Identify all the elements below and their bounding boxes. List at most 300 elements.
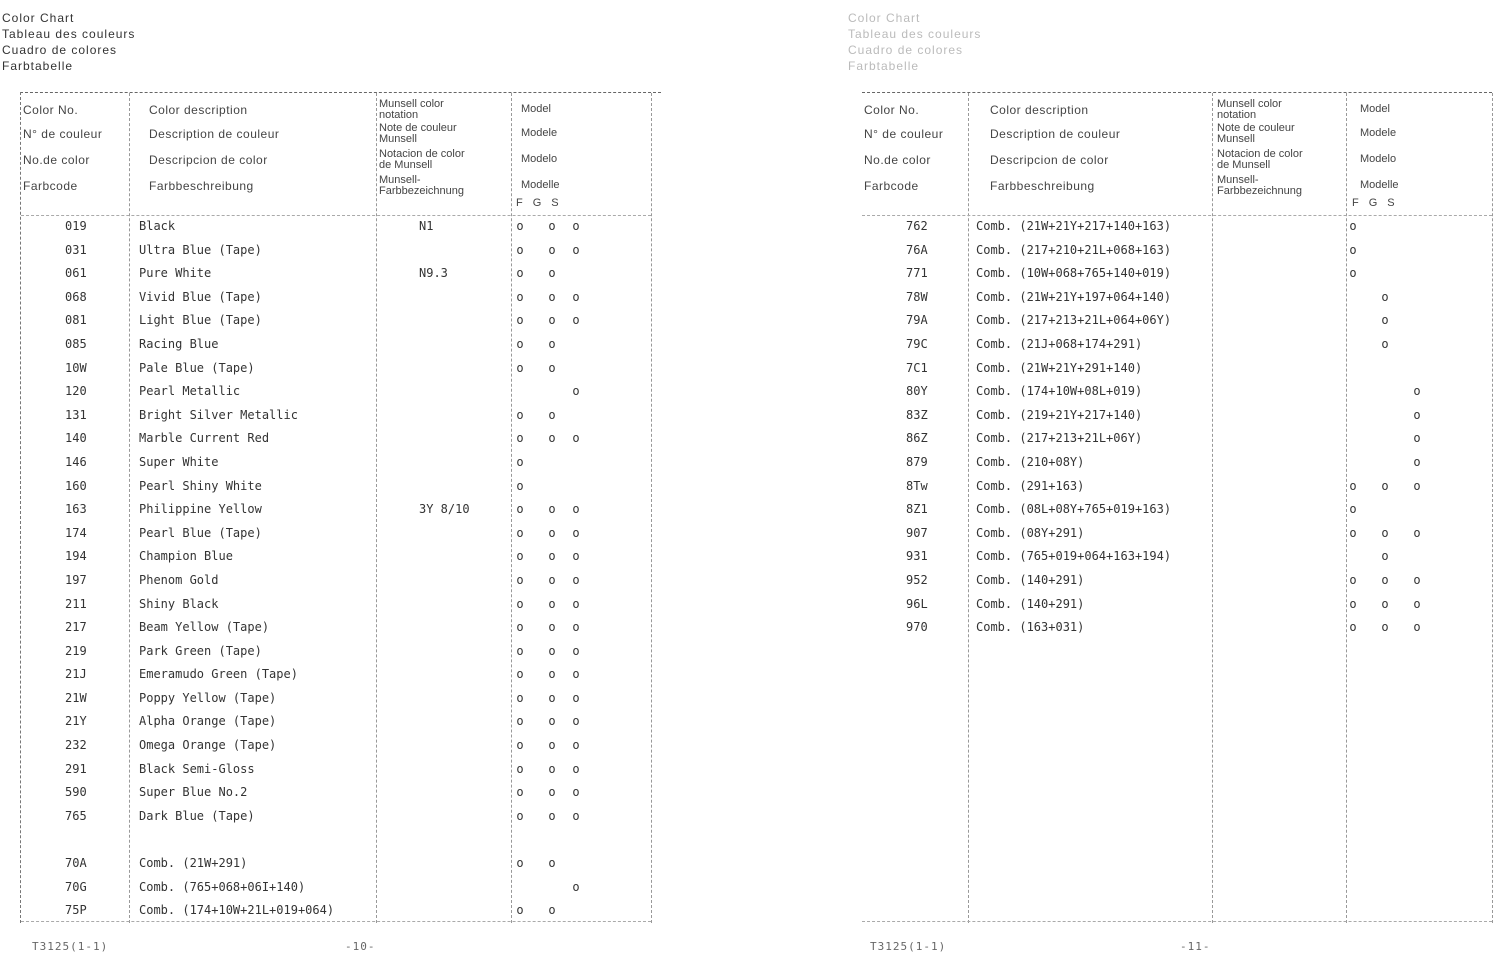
model-mark: o [516, 572, 524, 587]
title-en: Color Chart [848, 11, 921, 25]
model-mark: o [548, 336, 556, 351]
color-number: 76A [906, 242, 928, 257]
model-mark: o [516, 856, 524, 871]
color-description: Pale Blue (Tape) [139, 360, 255, 375]
model-mark: o [548, 431, 556, 446]
table-row [21, 286, 661, 310]
header-color-description: Descripcion de color [990, 153, 1109, 167]
color-number: 8Z1 [906, 502, 928, 517]
color-description: Comb. (140+291) [976, 572, 1085, 587]
header-munsell-notation: Munsell- Farbbezeichnung [1217, 174, 1303, 197]
color-description: Comb. (21W+21Y+217+140+163) [976, 219, 1172, 233]
model-mark: o [572, 431, 580, 446]
color-number: 86Z [906, 431, 928, 446]
header-munsell-notation: Notacion de color de Munsell [379, 148, 465, 171]
color-description: Ultra Blue (Tape) [139, 242, 262, 257]
model-mark: o [572, 690, 580, 705]
header-model-letters: FGS [516, 197, 569, 209]
header-munsell-notation: Notacion de color de Munsell [1217, 148, 1303, 171]
table-row [862, 333, 1492, 357]
color-description: Alpha Orange (Tape) [139, 714, 277, 729]
table-row [21, 215, 661, 239]
table-row [21, 828, 661, 852]
color-number: 019 [65, 219, 87, 233]
color-number: 80Y [906, 384, 928, 399]
color-description: Champion Blue [139, 549, 233, 564]
model-mark: o [548, 407, 556, 422]
column-divider [1346, 93, 1347, 923]
color-number: 081 [65, 313, 87, 328]
header-color-no: N° de couleur [23, 127, 103, 141]
header-row [21, 148, 661, 177]
header-munsell-notation: Munsell- Farbbezeichnung [379, 174, 465, 197]
model-mark: o [516, 289, 524, 304]
color-description: Comb. (765+068+06I+140) [139, 879, 306, 894]
table-row [21, 852, 661, 876]
color-number: 131 [65, 407, 87, 422]
footer-code: T3125(1-1) [870, 940, 947, 953]
column-divider [129, 93, 130, 923]
model-mark: o [1413, 384, 1421, 399]
model-mark: o [516, 667, 524, 682]
title-fr: Tableau des couleurs [2, 27, 136, 41]
header-munsell-notation: Note de couleur Munsell [379, 122, 457, 145]
color-description: Omega Orange (Tape) [139, 738, 277, 753]
header-color-no: No.de color [23, 153, 90, 167]
footer-page-number: -11- [1180, 940, 1211, 953]
color-description: Comb. (765+019+064+163+194) [976, 549, 1172, 564]
model-mark: o [516, 242, 524, 257]
left-page [0, 0, 700, 959]
header-row [21, 122, 661, 151]
munsell-notation: N1 [419, 219, 434, 233]
color-description: Super Blue No.2 [139, 785, 248, 800]
header-color-no: No.de color [864, 153, 931, 167]
table-row [862, 569, 1492, 593]
model-mark: o [1381, 336, 1389, 351]
color-description: Racing Blue [139, 336, 219, 351]
color-number: 879 [906, 454, 928, 469]
color-number: 291 [65, 761, 87, 776]
color-number: 140 [65, 431, 87, 446]
model-mark: o [1413, 431, 1421, 446]
column-divider [1212, 93, 1213, 923]
model-mark: o [548, 761, 556, 776]
header-color-description: Descripcion de color [149, 153, 268, 167]
model-mark: o [572, 761, 580, 776]
model-mark: o [516, 761, 524, 776]
model-mark: o [572, 219, 580, 233]
table-row [862, 593, 1492, 617]
model-mark: o [548, 219, 556, 233]
model-mark: o [572, 289, 580, 304]
color-description: Comb. (174+10W+21L+019+064) [139, 903, 335, 918]
header-row [21, 98, 661, 127]
model-mark: o [1381, 549, 1389, 564]
color-description: Comb. (163+031) [976, 620, 1085, 635]
table-row [21, 239, 661, 263]
header-model: Modelo [1360, 153, 1397, 165]
header-model: Modelle [1360, 179, 1399, 191]
color-description: Comb. (217+213+21L+064+06Y) [976, 313, 1172, 328]
table-row [862, 286, 1492, 310]
model-mark: o [548, 549, 556, 564]
column-divider [651, 93, 652, 923]
model-mark: o [1381, 478, 1389, 493]
model-mark: o [516, 431, 524, 446]
table-row [862, 309, 1492, 333]
table-row [21, 357, 661, 381]
column-divider [968, 93, 969, 923]
color-description: Comb. (08L+08Y+765+019+163) [976, 502, 1172, 517]
model-mark: o [516, 690, 524, 705]
color-number: 7C1 [906, 360, 928, 375]
table-row [21, 593, 661, 617]
model-mark: o [516, 714, 524, 729]
table-row [862, 475, 1492, 499]
color-number: 10W [65, 360, 87, 375]
header-color-no: Farbcode [864, 179, 919, 193]
table-row [21, 451, 661, 475]
color-number: 78W [906, 289, 928, 304]
color-description: Comb. (217+213+21L+06Y) [976, 431, 1143, 446]
header-divider [21, 215, 651, 216]
model-mark: o [548, 714, 556, 729]
color-description: Comb. (210+08Y) [976, 454, 1085, 469]
color-number: 217 [65, 620, 87, 635]
model-mark: o [1413, 596, 1421, 611]
header-munsell-notation: Munsell color notation [1217, 98, 1282, 121]
model-mark: o [572, 572, 580, 587]
header-model: Modele [521, 127, 558, 139]
color-number: 031 [65, 242, 87, 257]
color-number: 160 [65, 478, 87, 493]
column-divider [1492, 93, 1493, 923]
table-row [862, 239, 1492, 263]
header-color-description: Farbbeschreibung [990, 179, 1095, 193]
color-description: Pearl Blue (Tape) [139, 525, 262, 540]
model-mark: o [1349, 572, 1357, 587]
color-description: Super White [139, 454, 219, 469]
model-mark: o [1381, 596, 1389, 611]
model-mark: o [516, 596, 524, 611]
header-model-letters: FGS [1352, 197, 1405, 209]
header-color-description: Farbbeschreibung [149, 179, 254, 193]
color-number: 163 [65, 502, 87, 517]
table-row [21, 899, 661, 923]
color-description: Comb. (10W+068+765+140+019) [976, 266, 1172, 281]
table-header [862, 93, 1492, 215]
model-mark: o [516, 620, 524, 635]
table-row [862, 357, 1492, 381]
color-number: 75P [65, 903, 87, 918]
header-row [862, 122, 1492, 151]
table-row [21, 545, 661, 569]
model-mark: o [516, 219, 524, 233]
color-number: 952 [906, 572, 928, 587]
page-titles [2, 10, 135, 74]
model-mark: o [572, 525, 580, 540]
header-model: Model [521, 103, 551, 115]
model-mark: o [548, 242, 556, 257]
color-number: 219 [65, 643, 87, 658]
header-row [862, 148, 1492, 177]
title-de: Farbtabelle [2, 59, 74, 73]
table-row [21, 640, 661, 664]
color-number: 211 [65, 596, 87, 611]
table-row [21, 427, 661, 451]
header-munsell-notation: Munsell color notation [379, 98, 444, 121]
model-mark: o [572, 549, 580, 564]
color-number: 21Y [65, 714, 87, 729]
color-description: Comb. (21J+068+174+291) [976, 336, 1143, 351]
color-number: 085 [65, 336, 87, 351]
color-number: 83Z [906, 407, 928, 422]
model-mark: o [1413, 454, 1421, 469]
color-description: Black [139, 219, 176, 233]
model-mark: o [572, 667, 580, 682]
model-mark: o [516, 407, 524, 422]
title-es: Cuadro de colores [848, 43, 964, 57]
model-mark: o [572, 808, 580, 823]
model-mark: o [548, 785, 556, 800]
model-mark: o [516, 478, 524, 493]
color-description: Comb. (217+210+21L+068+163) [976, 242, 1172, 257]
color-number: 765 [65, 808, 87, 823]
model-mark: o [1349, 242, 1357, 257]
color-number: 931 [906, 549, 928, 564]
model-mark: o [548, 620, 556, 635]
table-row [862, 545, 1492, 569]
title-en: Color Chart [2, 11, 75, 25]
color-description: Comb. (140+291) [976, 596, 1085, 611]
color-description: Poppy Yellow (Tape) [139, 690, 277, 705]
color-description: Beam Yellow (Tape) [139, 620, 270, 635]
model-mark: o [572, 502, 580, 517]
model-mark: o [516, 360, 524, 375]
header-model: Modelle [521, 179, 560, 191]
color-number: 197 [65, 572, 87, 587]
model-mark: o [548, 856, 556, 871]
color-description: Emeramudo Green (Tape) [139, 667, 298, 682]
color-number: 232 [65, 738, 87, 753]
table-row [862, 404, 1492, 428]
model-mark: o [516, 643, 524, 658]
color-description: Pearl Metallic [139, 384, 241, 399]
model-mark: o [548, 572, 556, 587]
table-row [21, 687, 661, 711]
model-mark: o [572, 242, 580, 257]
model-mark: o [548, 596, 556, 611]
color-description: Phenom Gold [139, 572, 219, 587]
model-mark: o [516, 454, 524, 469]
color-number: 21J [65, 667, 87, 682]
color-number: 194 [65, 549, 87, 564]
model-mark: o [1349, 596, 1357, 611]
table-row [21, 876, 661, 900]
color-description: Bright Silver Metallic [139, 407, 298, 422]
model-mark: o [548, 738, 556, 753]
model-mark: o [572, 313, 580, 328]
model-mark: o [1349, 525, 1357, 540]
model-mark: o [572, 738, 580, 753]
table-row [21, 404, 661, 428]
color-description: Black Semi-Gloss [139, 761, 255, 776]
model-mark: o [1413, 572, 1421, 587]
header-row [862, 98, 1492, 127]
model-mark: o [516, 266, 524, 281]
model-mark: o [548, 690, 556, 705]
table-row [21, 616, 661, 640]
color-number: 970 [906, 620, 928, 635]
model-mark: o [572, 596, 580, 611]
model-mark: o [548, 266, 556, 281]
model-mark: o [548, 502, 556, 517]
header-color-no: Farbcode [23, 179, 78, 193]
model-mark: o [1381, 572, 1389, 587]
color-number: 174 [65, 525, 87, 540]
header-model: Modelo [521, 153, 558, 165]
model-mark: o [1349, 502, 1357, 517]
table-bottom-border [862, 921, 1492, 922]
footer-code: T3125(1-1) [32, 940, 109, 953]
title-de: Farbtabelle [848, 59, 920, 73]
header-munsell-notation: Note de couleur Munsell [1217, 122, 1295, 145]
table-row [862, 427, 1492, 451]
table-row [21, 380, 661, 404]
header-color-description: Color description [149, 103, 248, 117]
model-mark: o [1413, 478, 1421, 493]
table-row [862, 215, 1492, 239]
color-description: Shiny Black [139, 596, 219, 611]
color-number: 21W [65, 690, 87, 705]
model-mark: o [1349, 620, 1357, 635]
header-color-no: Color No. [864, 103, 920, 117]
color-number: 8Tw [906, 478, 928, 493]
model-mark: o [516, 808, 524, 823]
color-number: 907 [906, 525, 928, 540]
color-description: Comb. (21W+21Y+197+064+140) [976, 289, 1172, 304]
color-description: Dark Blue (Tape) [139, 808, 255, 823]
color-number: 762 [906, 219, 928, 233]
model-mark: o [1381, 620, 1389, 635]
color-description: Comb. (21W+291) [139, 856, 248, 871]
page-titles [848, 10, 981, 74]
table-bottom-border [21, 921, 651, 922]
color-table [20, 92, 661, 923]
color-description: Comb. (21W+21Y+291+140) [976, 360, 1143, 375]
model-mark: o [1349, 478, 1357, 493]
model-mark: o [516, 738, 524, 753]
header-model: Modele [1360, 127, 1397, 139]
color-description: Comb. (174+10W+08L+019) [976, 384, 1143, 399]
model-mark: o [548, 289, 556, 304]
color-number: 96L [906, 596, 928, 611]
model-mark: o [548, 360, 556, 375]
model-mark: o [1349, 219, 1357, 233]
munsell-notation: N9.3 [419, 266, 448, 281]
color-number: 590 [65, 785, 87, 800]
model-mark: o [516, 502, 524, 517]
table-row [21, 522, 661, 546]
color-number: 70G [65, 879, 87, 894]
table-row [862, 522, 1492, 546]
table-row [862, 380, 1492, 404]
table-row [862, 262, 1492, 286]
model-mark: o [548, 643, 556, 658]
table-row [21, 805, 661, 829]
model-mark: o [516, 336, 524, 351]
table-row [21, 734, 661, 758]
model-mark: o [1413, 407, 1421, 422]
table-row [21, 262, 661, 286]
color-description: Vivid Blue (Tape) [139, 289, 262, 304]
model-mark: o [548, 525, 556, 540]
footer-page-number: -10- [345, 940, 376, 953]
color-number: 79C [906, 336, 928, 351]
model-mark: o [516, 785, 524, 800]
header-color-description: Color description [990, 103, 1089, 117]
title-es: Cuadro de colores [2, 43, 118, 57]
table-body [21, 215, 661, 923]
color-number: 061 [65, 266, 87, 281]
color-number: 771 [906, 266, 928, 281]
table-row [21, 309, 661, 333]
header-color-no: Color No. [23, 103, 79, 117]
model-mark: o [572, 384, 580, 399]
title-fr: Tableau des couleurs [848, 27, 982, 41]
table-row [862, 451, 1492, 475]
color-table [862, 92, 1492, 923]
color-description: Comb. (219+21Y+217+140) [976, 407, 1143, 422]
header-color-description: Description de couleur [149, 127, 280, 141]
table-body [862, 215, 1492, 640]
model-mark: o [1381, 313, 1389, 328]
model-mark: o [516, 549, 524, 564]
header-color-no: N° de couleur [864, 127, 944, 141]
color-description: Comb. (291+163) [976, 478, 1085, 493]
model-mark: o [516, 903, 524, 918]
model-mark: o [572, 879, 580, 894]
color-description: Pure White [139, 266, 212, 281]
color-number: 70A [65, 856, 87, 871]
model-mark: o [572, 714, 580, 729]
color-description: Pearl Shiny White [139, 478, 262, 493]
model-mark: o [1381, 525, 1389, 540]
column-divider [511, 93, 512, 923]
model-mark: o [548, 903, 556, 918]
header-model: Model [1360, 103, 1390, 115]
table-row [862, 616, 1492, 640]
color-number: 79A [906, 313, 928, 328]
model-mark: o [572, 620, 580, 635]
color-description: Comb. (08Y+291) [976, 525, 1085, 540]
model-mark: o [516, 313, 524, 328]
model-mark: o [1381, 289, 1389, 304]
table-row [21, 569, 661, 593]
model-mark: o [572, 643, 580, 658]
color-description: Park Green (Tape) [139, 643, 262, 658]
color-description: Light Blue (Tape) [139, 313, 262, 328]
model-mark: o [572, 785, 580, 800]
model-mark: o [548, 808, 556, 823]
table-row [21, 710, 661, 734]
column-divider [376, 93, 377, 923]
table-row [21, 758, 661, 782]
model-mark: o [548, 667, 556, 682]
table-row [21, 781, 661, 805]
header-divider [862, 215, 1492, 216]
